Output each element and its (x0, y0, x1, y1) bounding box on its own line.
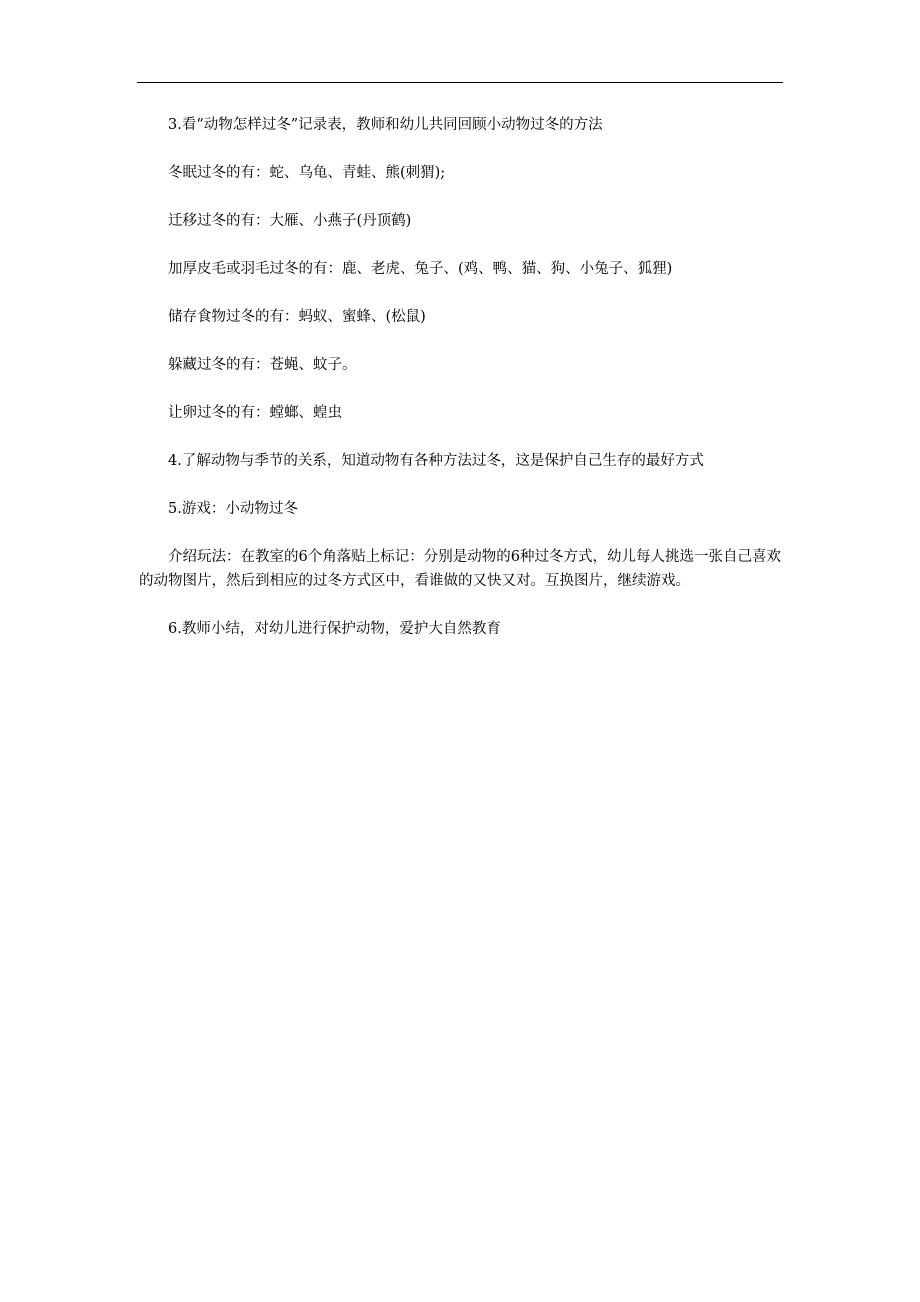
paragraph-eggs: 让卵过冬的有：螳螂、蝗虫 (168, 405, 342, 421)
paragraph-game-rules: 介绍玩法：在教室的6个角落贴上标记：分别是动物的6种过冬方式，幼儿每人挑选一张自己喜欢的动物图片，然后到相应的过冬方式区中，看谁做的又快又对。互换图片，继续游戏。 (139, 549, 781, 589)
paragraph-migration: 迁移过冬的有：大雁、小燕子(丹顶鹤) (168, 213, 412, 229)
paragraph-hiding: 躲藏过冬的有：苍蝇、蚊子。 (168, 357, 357, 373)
paragraph-hibernation: 冬眠过冬的有：蛇、乌龟、青蛙、熊(刺猬); (168, 165, 446, 181)
paragraph-food-storage: 储存食物过冬的有：蚂蚁、蜜蜂、(松鼠) (168, 309, 426, 325)
header-rule (137, 82, 783, 83)
document-body (139, 113, 782, 665)
paragraph-thick-fur: 加厚皮毛或羽毛过冬的有：鹿、老虎、兔子、(鸡、鸭、猫、狗、小兔子、狐狸) (168, 261, 673, 277)
paragraph-step-6: 6.教师小结，对幼儿进行保护动物，爱护大自然教育 (168, 621, 501, 637)
paragraph-step-3: 3.看“动物怎样过冬”记录表，教师和幼儿共同回顾小动物过冬的方法 (168, 117, 603, 133)
paragraph-step-4: 4.了解动物与季节的关系，知道动物有各种方法过冬，这是保护自己生存的最好方式 (168, 453, 704, 469)
paragraph-step-5: 5.游戏：小动物过冬 (168, 501, 298, 517)
